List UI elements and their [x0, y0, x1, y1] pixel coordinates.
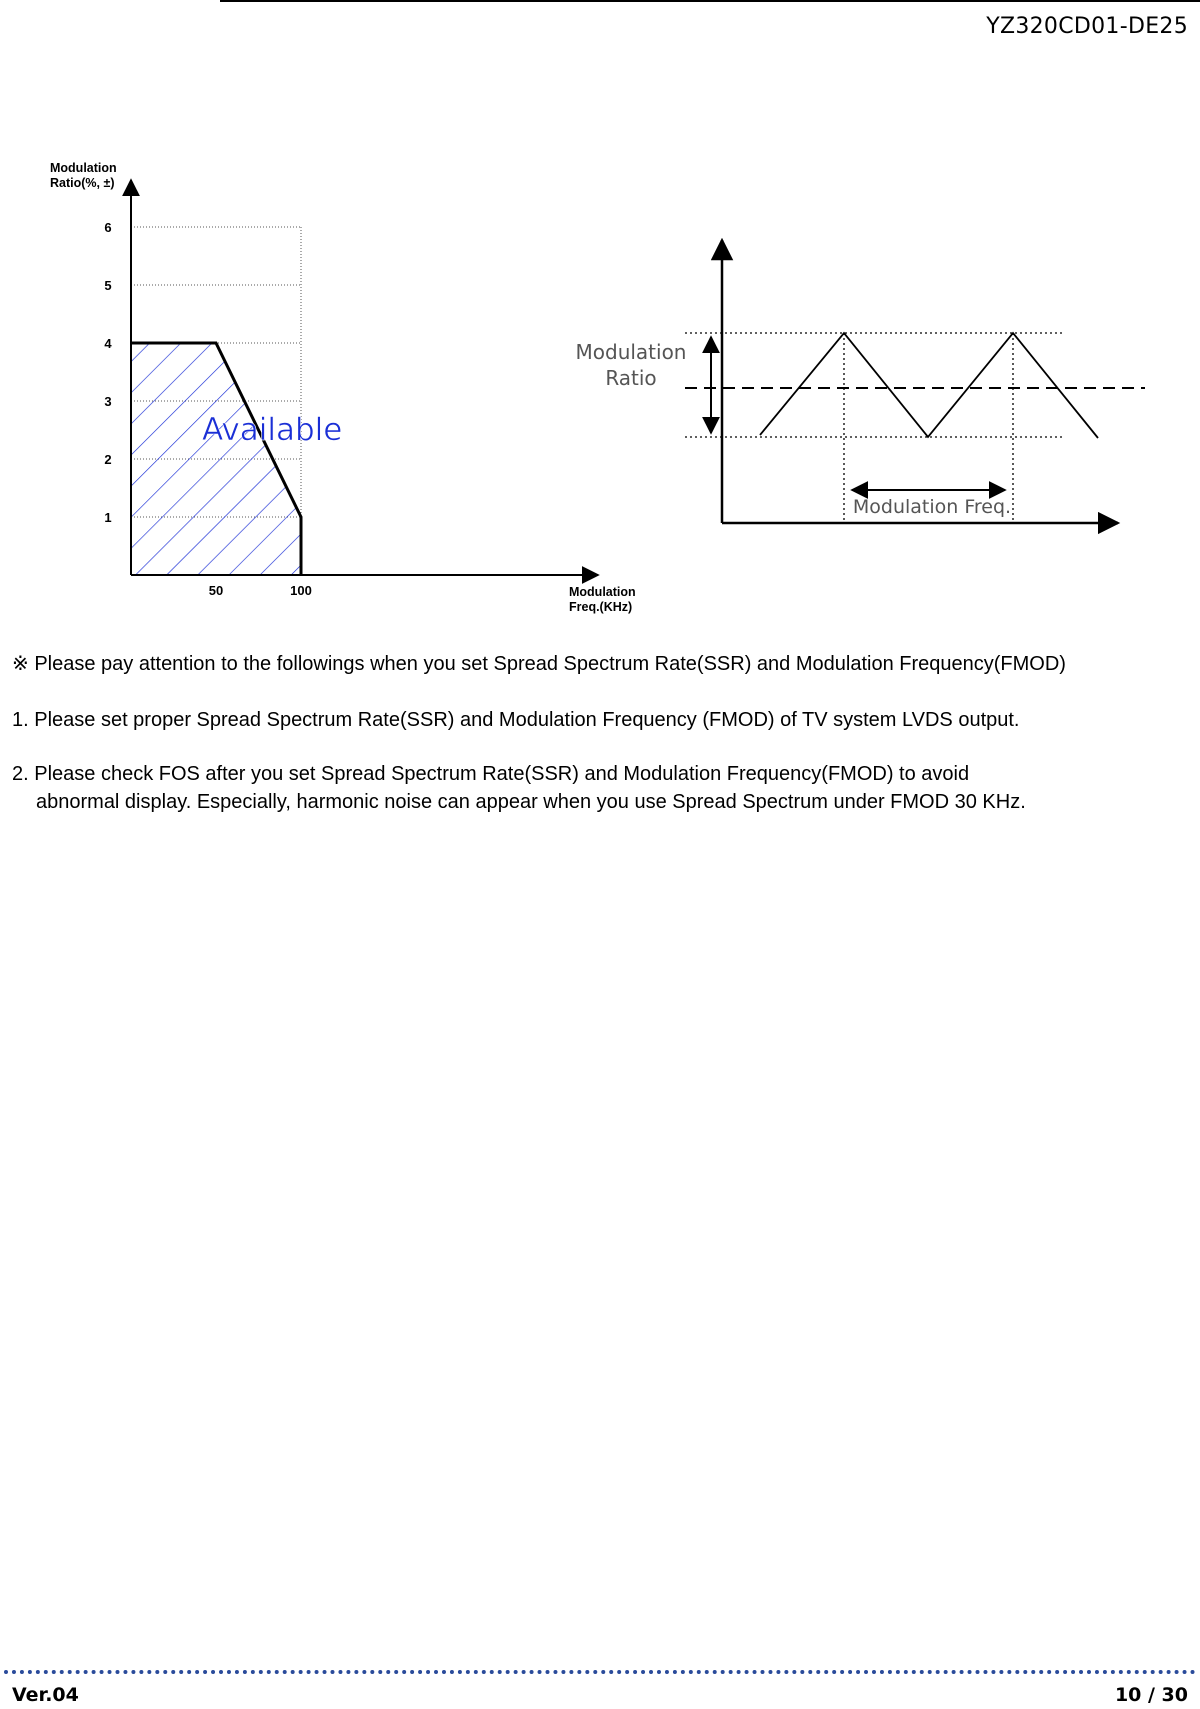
modulation-figure [0, 150, 1200, 620]
ratio-label-line1: Modulation [575, 340, 687, 364]
note-item-1: 1. Please set proper Spread Spectrum Rate(SSR) and Modulation Frequency (FMOD) of TV system LVDS output. [12, 709, 1020, 731]
x-axis-label-line1: Modulation [569, 585, 636, 599]
y-tick-6: 6 [104, 220, 112, 235]
footer-page-number: 10 / 30 [1114, 1684, 1188, 1706]
x-tick-100: 100 [290, 583, 312, 598]
y-tick-labels [104, 220, 112, 525]
y-tick-2: 2 [104, 452, 112, 467]
available-label: Available [202, 412, 343, 448]
y-tick-5: 5 [104, 278, 112, 293]
triangle-waveform [760, 333, 1098, 438]
y-axis-label-line1: Modulation [50, 161, 117, 175]
footer-dotted-rule [4, 1670, 1196, 1674]
y-tick-3: 3 [104, 394, 112, 409]
header-rule [220, 0, 1200, 2]
x-tick-labels [209, 583, 312, 598]
document-id: YZ320CD01-DE25 [986, 14, 1188, 39]
notes-heading: ※ Please pay attention to the followings when you set Spread Spectrum Rate(SSR) and Modulation Frequency(FMOD) [12, 653, 1066, 675]
note-item-2-line1: 2. Please check FOS after you set Spread Spectrum Rate(SSR) and Modulation Frequency(FMOD) to avoid [12, 763, 970, 785]
y-tick-4: 4 [104, 336, 112, 351]
ratio-label-line2: Ratio [605, 366, 657, 390]
x-tick-50: 50 [208, 583, 224, 598]
footer-version: Ver.04 [12, 1684, 79, 1706]
available-region-chart [50, 161, 636, 614]
modulation-waveform-diagram [576, 240, 1146, 523]
freq-label: Modulation Freq. [852, 496, 1012, 518]
y-tick-1: 1 [104, 510, 112, 525]
x-axis-label-line2: Freq.(KHz) [569, 600, 633, 614]
y-axis-label-line2: Ratio(%, ±) [50, 176, 115, 190]
note-item-2-line2: abnormal display. Especially, harmonic noise can appear when you use Spread Spectrum under FMOD 30 KHz. [36, 791, 1026, 813]
